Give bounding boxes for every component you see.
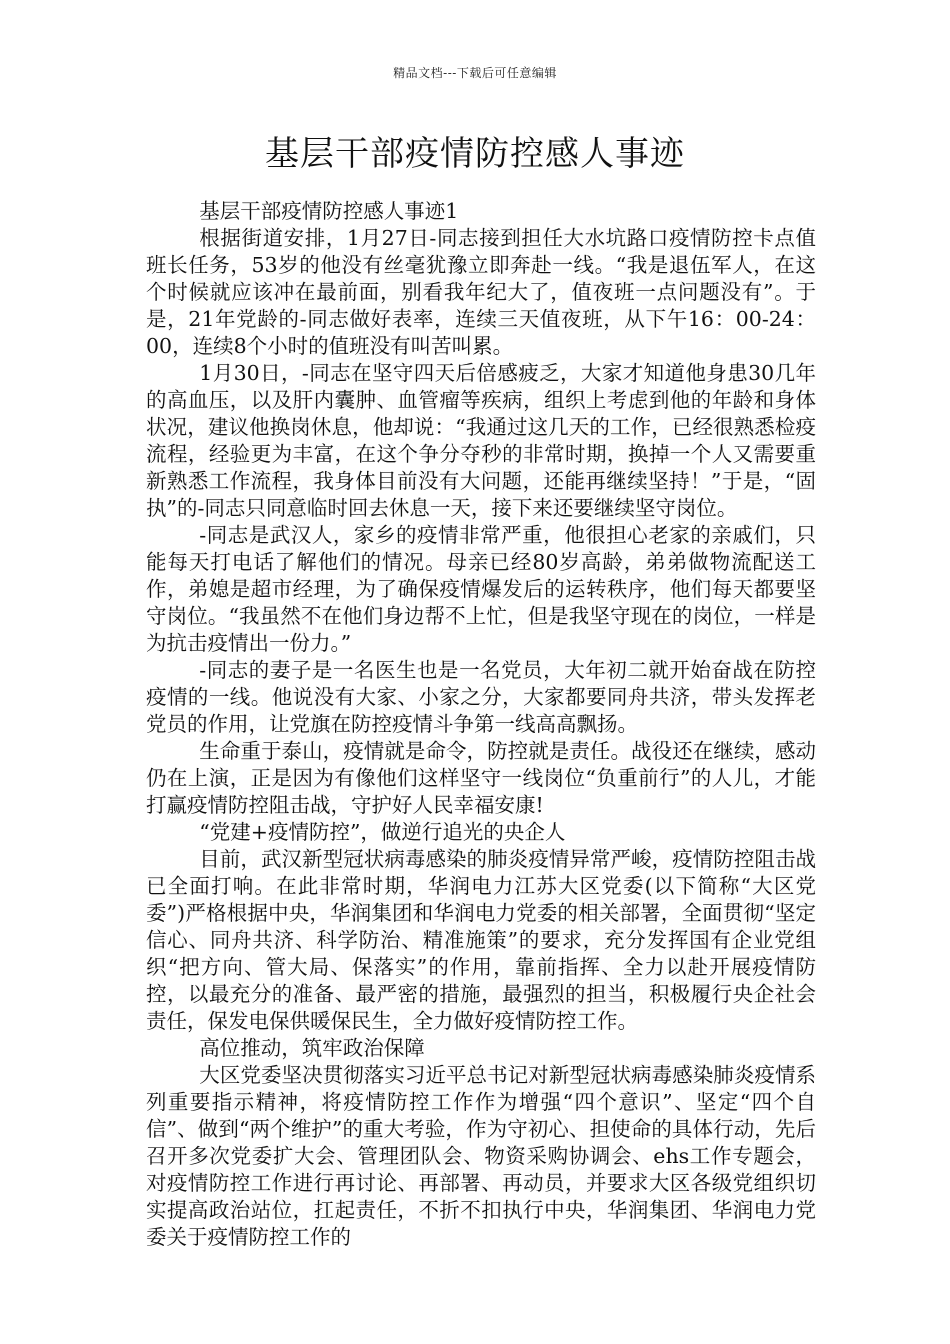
section-heading: 基层干部疫情防控感人事迹1 <box>199 199 459 223</box>
body-paragraph: -同志是武汉人，家乡的疫情非常严重，他很担心老家的亲戚们，只能每天打电话了解他们的情况。母亲已经80岁高龄，弟弟做物流配送工作，弟媳是超市经理，为了确保疫情爆发后的运转秩序，他们每天都要坚守岗位。“我虽然不在他们身边帮不上忙，但是我坚守现在的岗位，一样是为抗击疫情出一份力。” <box>146 523 816 655</box>
page-header-note: 精品文档---下载后可任意编辑 <box>393 66 557 80</box>
section-heading: “党建+疫情防控”，做逆行追光的央企人 <box>199 820 566 844</box>
section-heading: 高位推动，筑牢政治保障 <box>199 1036 425 1060</box>
body-paragraph: 生命重于泰山，疫情就是命令，防控就是责任。战役还在继续，感动仍在上演，正是因为有像他们这样坚守一线岗位“负重前行”的人儿，才能打赢疫情防控阻击战，守护好人民幸福安康! <box>146 739 816 817</box>
body-paragraph: 目前，武汉新型冠状病毒感染的肺炎疫情异常严峻，疫情防控阻击战已全面打响。在此非常时期，华润电力江苏大区党委(以下简称“大区党委”)严格根据中央，华润集团和华润电力党委的相关部署，全面贯彻“坚定信心、同舟共济、科学防治、精准施策”的要求，充分发挥国有企业党组织“把方向、管大局、保落实”的作用，靠前指挥、全力以赴开展疫情防控，以最充分的准备、最严密的措施，最强烈的担当，积极履行央企社会责任，保发电保供暖保民生，全力做好疫情防控工作。 <box>146 847 816 1033</box>
body-paragraph: 根据街道安排，1月27日-同志接到担任大水坑路口疫情防控卡点值班长任务，53岁的他没有丝毫犹豫立即奔赴一线。“我是退伍军人，在这个时候就应该冲在最前面，别看我年纪大了，值夜班一点问题没有”。于是，21年党龄的-同志做好表率，连续三天值夜班，从下午16：00-24：00，连续8个小时的值班没有叫苦叫累。 <box>146 226 816 358</box>
document-body <box>146 198 816 1251</box>
body-paragraph: 大区党委坚决贯彻落实习近平总书记对新型冠状病毒感染肺炎疫情系列重要指示精神，将疫情防控工作作为增强“四个意识”、坚定“四个自信”、做到“两个维护”的重大考验，作为守初心、担使命的具体行动，先后召开多次党委扩大会、管理团队会、物资采购协调会、ehs工作专题会，对疫情防控工作进行再讨论、再部署、再动员，并要求大区各级党组织切实提高政治站位，扛起责任，不折不扣执行中央，华润集团、华润电力党委关于疫情防控工作的 <box>146 1063 816 1249</box>
body-paragraph: 1月30日，-同志在坚守四天后倍感疲乏，大家才知道他身患30几年的高血压，以及肝内囊肿、血管瘤等疾病，组织上考虑到他的年龄和身体状况，建议他换岗休息，他却说：“我通过这几天的工作，已经很熟悉检疫流程，经验更为丰富，在这个争分夺秒的非常时期，换掉一个人又需要重新熟悉工作流程，我身体目前没有大问题，还能再继续坚持！”于是，“固执”的-同志只同意临时回去休息一天，接下来还要继续坚守岗位。 <box>146 361 816 520</box>
document-title: 基层干部疫情防控感人事迹 <box>265 134 685 174</box>
body-paragraph: -同志的妻子是一名医生也是一名党员，大年初二就开始奋战在防控疫情的一线。他说没有大家、小家之分，大家都要同舟共济，带头发挥老党员的作用，让党旗在防控疫情斗争第一线高高飘扬。 <box>146 658 816 736</box>
